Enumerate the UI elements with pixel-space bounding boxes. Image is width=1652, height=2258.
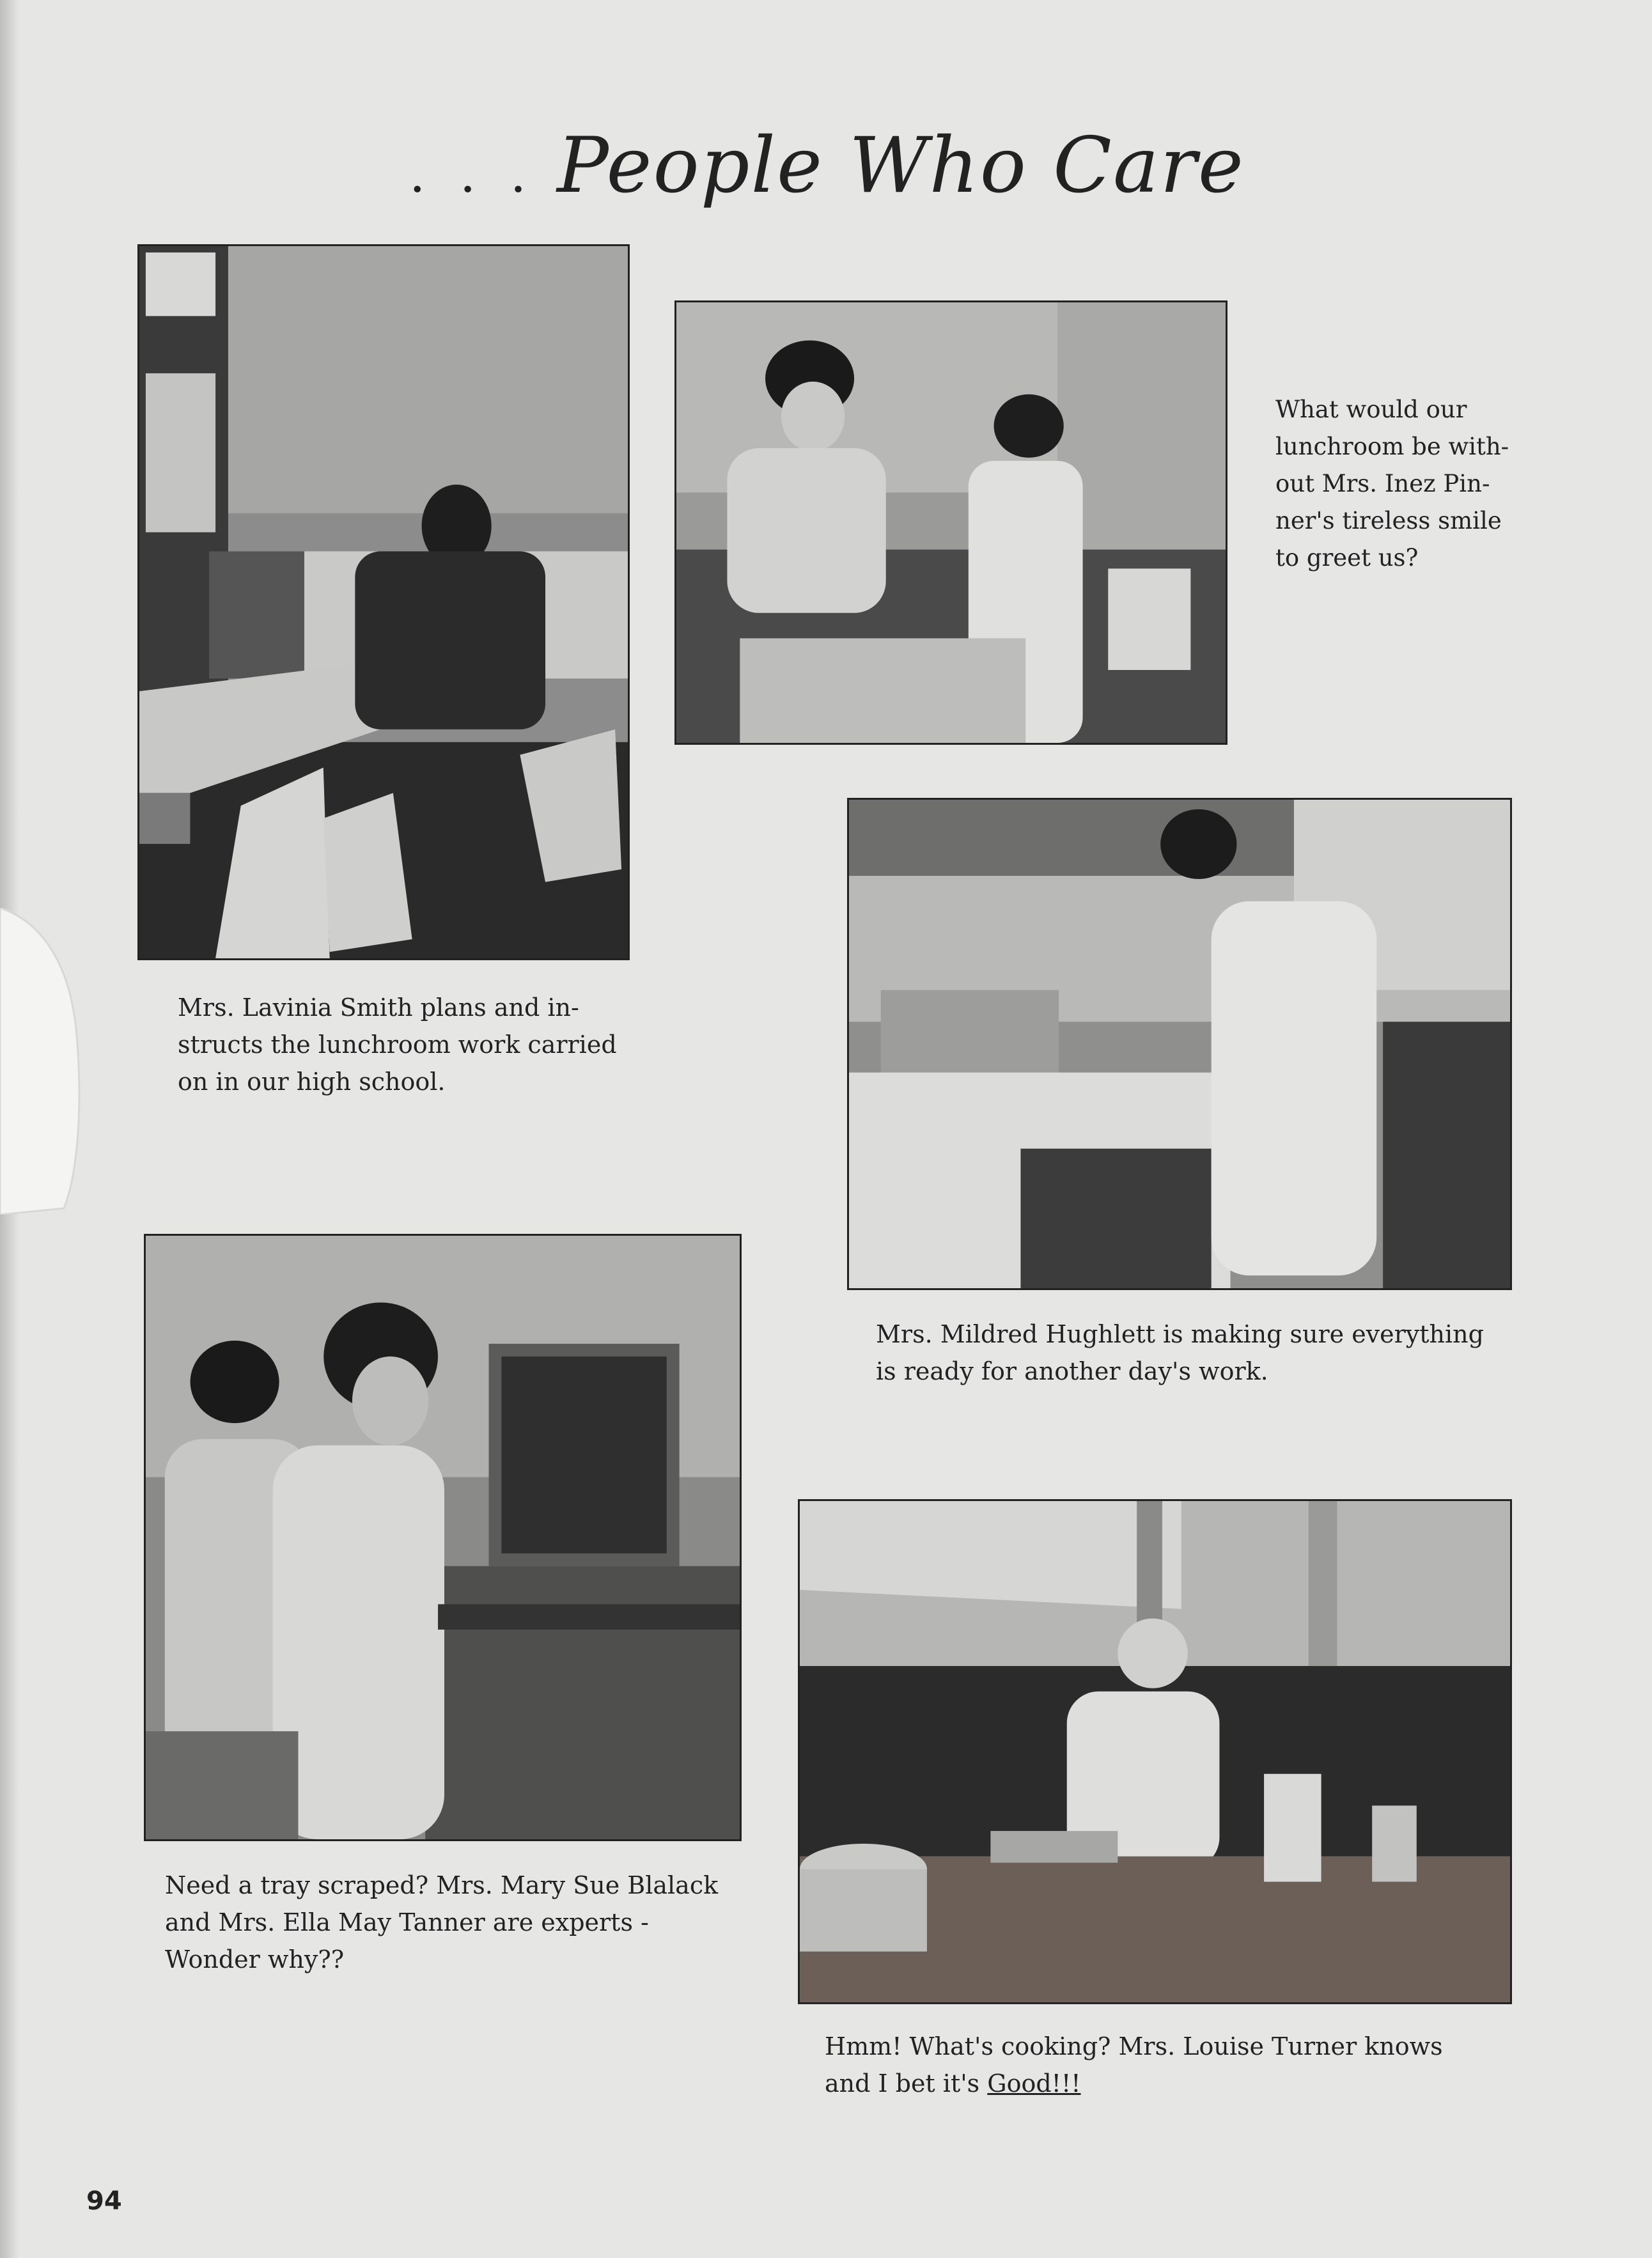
caption-line: on in our high school. bbox=[178, 1068, 446, 1096]
caption-text: and I bet it's bbox=[825, 2069, 988, 2098]
kitchen-hughlett-photo bbox=[847, 798, 1512, 1290]
caption-line: out Mrs. Inez Pin- bbox=[1275, 470, 1490, 497]
kitchen-pinner-photo bbox=[674, 300, 1227, 745]
caption-line: What would our bbox=[1275, 396, 1467, 423]
caption-line: Wonder why?? bbox=[165, 1945, 345, 1974]
caption-line: Mrs. Lavinia Smith plans and in- bbox=[178, 993, 579, 1022]
caption-line: and Mrs. Ella May Tanner are experts - bbox=[165, 1908, 649, 1936]
caption-line bbox=[825, 2065, 1528, 2102]
caption-emphasis-good: Good!!! bbox=[987, 2069, 1081, 2098]
caption-line: ner's tireless smile bbox=[1275, 507, 1502, 534]
page-title bbox=[409, 121, 1245, 230]
lunchroom-table-photo bbox=[137, 244, 630, 960]
caption-hughlett bbox=[876, 1316, 1528, 1390]
caption-pinner bbox=[1275, 391, 1544, 577]
page-tab-marker bbox=[0, 908, 90, 1215]
caption-smith bbox=[178, 989, 676, 1100]
tray-scrape-photo bbox=[144, 1234, 742, 1841]
kitchen-turner-photo bbox=[798, 1499, 1512, 2004]
caption-line: Hmm! What's cooking? Mrs. Louise Turner knows bbox=[825, 2032, 1443, 2060]
title-ellipsis: . . . bbox=[409, 144, 536, 204]
caption-line: to greet us? bbox=[1275, 544, 1419, 572]
caption-turner bbox=[825, 2028, 1528, 2102]
page-number: 94 bbox=[86, 2186, 122, 2216]
caption-line: Mrs. Mildred Hughlett is making sure everything bbox=[876, 1320, 1484, 1348]
caption-line: Need a tray scraped? Mrs. Mary Sue Blalack bbox=[165, 1871, 719, 1899]
caption-line: structs the lunchroom work carried bbox=[178, 1031, 617, 1059]
caption-line: lunchroom be with- bbox=[1275, 433, 1509, 460]
caption-line: is ready for another day's work. bbox=[876, 1357, 1268, 1385]
caption-tray bbox=[165, 1867, 740, 1978]
title-text: People Who Care bbox=[557, 121, 1245, 210]
